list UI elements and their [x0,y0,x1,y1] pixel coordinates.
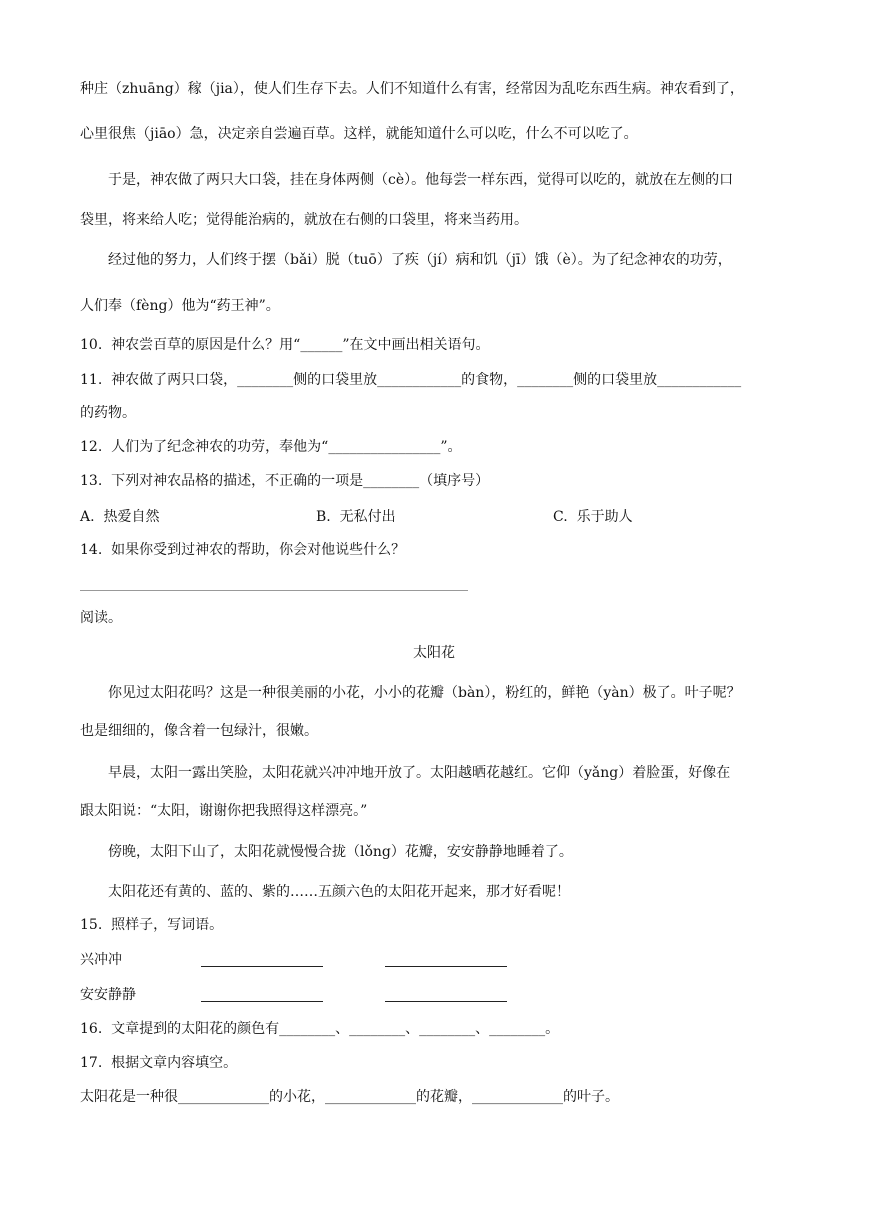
question-11-line-2: 的药物。 [80,405,136,421]
question-10-blank[interactable]: ______ [300,337,343,353]
question-10 [80,335,490,355]
option-a[interactable]: A. 热爱自然 [80,509,160,525]
question-12 [80,437,462,457]
question-11-prefix: 11. 神农做了两只口袋， [80,372,238,388]
question-17-fill [80,1087,619,1107]
passage-line: 种庄（zhuāng）稼（jia），使人们生存下去。人们不知道什么有害，经常因为乱吃东西生病。神农看到了， [80,81,744,97]
passage-line: 人们奉（fèng）他为“药王神”。 [80,298,280,314]
question-16-blank-1[interactable]: ________ [279,1021,336,1037]
question-12-prefix: 12. 人们为了纪念神农的功劳，奉他为“ [80,439,329,455]
passage-line: 跟太阳说：“太阳，谢谢你把我照得这样漂亮。” [80,803,368,819]
question-11-text: 侧的口袋里放 [293,372,378,388]
question-11 [80,370,741,390]
question-17-prefix: 太阳花是一种很 [80,1089,178,1105]
question-17: 17. 根据文章内容填空。 [80,1055,238,1071]
option-b[interactable]: B. 无私付出 [316,509,396,525]
question-11-blank-4[interactable]: ____________ [657,372,742,388]
question-11-blank-1[interactable]: ________ [237,372,294,388]
example-word-1: 兴冲冲 [80,952,122,968]
example-word-2: 安安静静 [80,987,136,1003]
question-17-text: 的花瓣， [416,1089,472,1105]
separator: 、 [475,1021,490,1037]
question-10-suffix: ”在文中画出相关语句。 [342,337,490,353]
question-14: 14. 如果你受到过神农的帮助，你会对他说些什么？ [80,542,406,558]
passage-line: 也是细细的，像含着一包绿汁，很嫩。 [80,723,318,739]
question-11-text: 侧的口袋里放 [573,372,658,388]
passage-line: 于是，神农做了两只大口袋，挂在身体两侧（cè）。他每尝一样东西，觉得可以吃的，就放在左侧的口 [108,172,734,188]
question-12-suffix: ”。 [440,439,462,455]
answer-blank[interactable] [201,1001,323,1002]
question-13-blank[interactable]: ________ [363,473,420,489]
question-17-suffix: 的叶子。 [563,1089,619,1105]
question-13-prefix: 13. 下列对神农品格的描述，不正确的一项是 [80,473,364,489]
question-16 [80,1019,559,1039]
question-17-blank-1[interactable]: _____________ [178,1089,269,1105]
passage-line: 你见过太阳花吗？这是一种很美丽的小花，小小的花瓣（bàn），粉红的，鲜艳（yàn）极了。叶子呢？ [108,685,741,701]
question-14-answer-line[interactable] [80,590,468,591]
question-11-blank-2[interactable]: ____________ [377,372,462,388]
question-11-blank-3[interactable]: ________ [517,372,574,388]
question-17-blank-3[interactable]: _____________ [472,1089,563,1105]
question-16-prefix: 16. 文章提到的太阳花的颜色有 [80,1021,280,1037]
passage-line: 袋里，将来给人吃；觉得能治病的，就放在右侧的口袋里，将来当药用。 [80,212,528,228]
answer-blank[interactable] [385,1001,507,1002]
question-17-blank-2[interactable]: _____________ [325,1089,416,1105]
question-13 [80,471,489,491]
passage-line: 经过他的努力，人们终于摆（bǎi）脱（tuō）了疾（jí）病和饥（jī）饿（è）。为了纪念神农的功劳， [108,252,732,268]
reading-label: 阅读。 [80,610,122,626]
separator: 、 [335,1021,350,1037]
question-15: 15. 照样子，写词语。 [80,917,224,933]
passage-line: 太阳花还有黄的、蓝的、紫的……五颜六色的太阳花开起来，那才好看呢！ [108,884,570,900]
question-13-suffix: （填序号） [419,473,490,489]
question-16-suffix: 。 [545,1021,560,1037]
passage-line: 傍晚，太阳下山了，太阳花就慢慢合拢（lǒng）花瓣，安安静静地睡着了。 [108,844,573,860]
separator: 、 [405,1021,420,1037]
question-12-blank[interactable]: ________________ [328,439,441,455]
question-16-blank-2[interactable]: ________ [349,1021,406,1037]
question-11-text: 的食物， [461,372,518,388]
question-16-blank-3[interactable]: ________ [419,1021,476,1037]
option-c[interactable]: C. 乐于助人 [553,509,633,525]
passage-line: 早晨，太阳一露出笑脸，太阳花就兴冲冲地开放了。太阳越晒花越红。它仰（yǎng）着脸蛋，好像在 [108,765,731,781]
passage-line: 心里很焦（jiāo）急，决定亲自尝遍百草。这样，就能知道什么可以吃，什么不可以吃了。 [80,126,638,142]
question-17-text: 的小花， [269,1089,325,1105]
answer-blank[interactable] [201,966,323,967]
answer-blank[interactable] [385,966,507,967]
question-16-blank-4[interactable]: ________ [489,1021,546,1037]
question-10-prefix: 10. 神农尝百草的原因是什么？用“ [80,337,301,353]
passage-title: 太阳花 [413,645,455,661]
